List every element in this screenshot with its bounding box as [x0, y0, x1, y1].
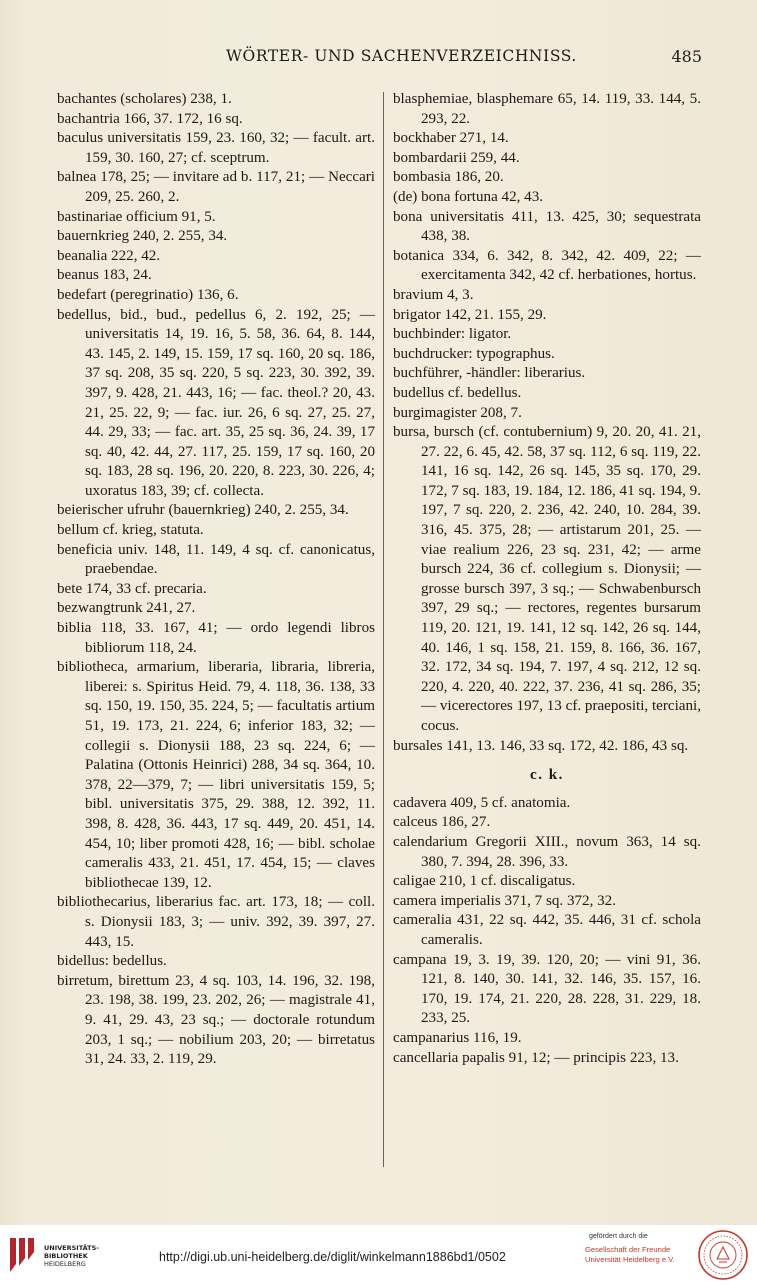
index-entry: bursa, bursch (cf. contubernium) 9, 20. 20, 41. 21, 27. 22, 6. 45, 42. 58, 37 sq. 112, 6 sq. 119, 22. 141, 16 sq. 142, 26 sq. 145, 35 sq. 170, 29. 172, 7 sq. 183, 19. 184, 12. 186, 41 sq. 194, 9. 197, 7 sq. 220, 2. 236, 42. 240, 10. 284, 39. 316, 45. 375, 28; — artistarum 201, 25. — viae realium 226, 23 sq. 231, 42; — arme bursch 224, 36 cf. collegium s. Dionysii; — grosse bursch 397, 3 sq.; — Schwabenbursch 397, 29 sq.; — rectores, regentes bursarum 119, 20. 121, 19. 141, 12 sq. 142, 26 sq. 144, 40. 146, 1 sq. 158, 21. 159, 8. 166, 36. 167, 32. 172, 34 sq. 194, 7. 197, 4 sq. 212, 12 sq. 220, 4. 220, 40. 222, 37. 236, 41 sq. 286, 35; — vicerectores 197, 13 cf. praepositi, terciani, cocus.: [393, 424, 701, 734]
index-entry: cancellaria papalis 91, 12; — principis 223, 13.: [393, 1049, 679, 1066]
index-entry: beanalia 222, 42.: [57, 247, 161, 264]
index-entry: birretum, birettum 23, 4 sq. 103, 14. 196, 32. 198, 23. 198, 38. 199, 23. 202, 26; — magistrale 41, 9. 41, 29. 43, 23 sq.; — doctorale rotundum 203, 1 sq.; — nobilium 203, 20; — birretatus 31, 24. 33, 2. 119, 29.: [57, 972, 375, 1068]
index-entry: botanica 334, 6. 342, 8. 342, 42. 409, 22; — exercitamenta 342, 42 cf. herbationes, hortus.: [393, 247, 701, 284]
sponsor-block: [585, 1233, 675, 1265]
permalink-url[interactable]: http://digi.ub.uni-heidelberg.de/diglit/winkelmann1886bd1/0502: [159, 1250, 506, 1264]
university-library-logo-icon: [6, 1234, 36, 1276]
index-entry: bastinariae officium 91, 5.: [57, 208, 216, 225]
index-entry: budellus cf. bedellus.: [393, 384, 522, 401]
library-name-line: BIBLIOTHEK: [44, 1252, 88, 1260]
index-entry: bombasia 186, 20.: [393, 169, 504, 186]
index-entry: brigator 142, 21. 155, 29.: [393, 306, 547, 323]
index-entry: bravium 4, 3.: [393, 286, 474, 303]
index-entry: calceus 186, 27.: [393, 814, 491, 831]
index-entry: beanus 183, 24.: [57, 267, 152, 284]
university-seal-icon: [697, 1229, 749, 1281]
index-entry: buchführer, -händler: liberarius.: [393, 365, 586, 382]
index-entry: calendarium Gregorii XIII., novum 363, 14 sq. 380, 7. 394, 28. 396, 33.: [393, 833, 701, 870]
index-entry: buchdrucker: typographus.: [393, 345, 555, 362]
index-entry: campanarius 116, 19.: [393, 1029, 522, 1046]
running-head: WÖRTER- UND SACHENVERZEICHNISS.: [226, 47, 577, 65]
index-entry: bursales 141, 13. 146, 33 sq. 172, 42. 186, 43 sq.: [393, 737, 689, 754]
index-entry: baculus universitatis 159, 23. 160, 32; — facult. art. 159, 30. 160, 27; cf. sceptrum.: [57, 130, 375, 166]
index-entry: bellum cf. krieg, statuta.: [57, 522, 204, 539]
column-divider: [383, 92, 384, 1167]
index-entry: cadavera 409, 5 cf. anatomia.: [393, 794, 571, 811]
index-entry: bona universitatis 411, 13. 425, 30; sequestrata 438, 38.: [393, 208, 701, 245]
index-entry: bachantria 166, 37. 172, 16 sq.: [57, 110, 243, 127]
library-name: [44, 1244, 99, 1268]
index-entry: blasphemiae, blasphemare 65, 14. 119, 33. 144, 5. 293, 22.: [393, 91, 701, 127]
index-entry: balnea 178, 25; — invitare ad b. 117, 21; — Neccari 209, 25. 260, 2.: [57, 169, 375, 205]
index-column-right: [393, 90, 701, 1068]
index-entry: bombardarii 259, 44.: [393, 149, 520, 166]
index-entry: camera imperialis 371, 7 sq. 372, 32.: [393, 892, 617, 909]
index-entry: (de) bona fortuna 42, 43.: [393, 188, 544, 205]
section-heading: c. k.: [530, 767, 564, 784]
index-entry: beierischer ufruhr (bauernkrieg) 240, 2. 255, 34.: [57, 502, 349, 519]
page-header: [0, 47, 757, 71]
library-name-line: HEIDELBERG: [44, 1260, 86, 1268]
index-entry: bibliothecarius, liberarius fac. art. 173, 18; — coll. s. Dionysii 183, 3; — univ. 392, 39. 397, 27. 443, 15.: [57, 894, 375, 950]
index-entry: bezwangtrunk 241, 27.: [57, 600, 196, 617]
index-entry: burgimagister 208, 7.: [393, 404, 522, 421]
index-entry: caligae 210, 1 cf. discaligatus.: [393, 873, 576, 890]
sponsor-name: Gesellschaft der Freunde: [585, 1245, 671, 1254]
index-entry: bidellus: bedellus.: [57, 953, 167, 970]
index-entry: buchbinder: ligator.: [393, 326, 512, 343]
index-entry: bockhaber 271, 14.: [393, 130, 509, 147]
index-entry: bedefart (peregrinatio) 136, 6.: [57, 286, 239, 303]
index-column-left: [57, 90, 375, 1070]
page-number: 485: [671, 47, 702, 66]
library-name-line: UNIVERSITÄTS-: [44, 1244, 99, 1252]
index-entry: cameralia 431, 22 sq. 442, 35. 446, 31 cf. schola cameralis.: [393, 912, 701, 948]
index-entry: biblia 118, 33. 167, 41; — ordo legendi libros bibliorum 118, 24.: [57, 620, 375, 656]
index-entry: bauernkrieg 240, 2. 255, 34.: [57, 228, 228, 245]
index-entry: bachantes (scholares) 238, 1.: [57, 91, 232, 107]
index-entry: bibliotheca, armarium, liberaria, libraria, libreria, liberei: s. Spiritus Heid. 79, 4. 118, 36. 138, 33 sq. 150, 19. 150, 35. 224, 5; — facultatis artium 51, 19. 173, 21. 224, 6; inferior 183, 32; — collegii s. Dionysii 188, 23 sq. 224, 6; — Palatina (Ottonis Heinrici) 288, 34 sq. 364, 10. 378, 22—379, 7; — libri universitatis 159, 5; bibl. universitatis 375, 29. 388, 12. 392, 11. 398, 8. 428, 36. 443, 17 sq. 449, 20. 451, 14. 454, 10; liber promoti 428, 16; — bibl. scholae cameralis 433, 21. 451, 17. 454, 15; — claves bibliothecae 139, 12.: [57, 659, 375, 891]
index-entry: campana 19, 3. 19, 39. 120, 20; — vini 91, 36. 121, 8. 140, 30. 141, 32. 146, 35. 157, 16. 170, 19. 174, 21. 220, 28. 228, 31. 229, 18. 233, 25.: [393, 951, 701, 1027]
index-entry: bete 174, 33 cf. precaria.: [57, 580, 207, 597]
sponsor-name: Universität Heidelberg e.V.: [585, 1255, 675, 1264]
sponsor-by: gefördert durch die: [589, 1233, 648, 1240]
index-entry: bedellus, bid., bud., pedellus 6, 2. 192, 25; — universitatis 14, 19. 16, 5. 58, 36. 64, 8. 144, 43. 145, 2. 149, 15. 159, 17 sq. 160, 20 sq. 186, 37 sq. 208, 35 sq. 220, 5 sq. 223, 30. 392, 39. 397, 9. 428, 21. 443, 16; — fac. theol.? 20, 43. 21, 25. 22, 9; — fac. iur. 26, 6 sq. 27, 25. 27, 44. 29, 33; — fac. art. 35, 25 sq. 36, 24. 39, 17 sq. 40, 42. 44, 27. 117, 25. 159, 17 sq. 160, 20 sq. 183, 28 sq. 196, 20. 220, 8. 223, 30. 226, 4; uxoratus 183, 39; cf. collecta.: [57, 306, 375, 499]
index-entry: beneficia univ. 148, 11. 149, 4 sq. cf. canonicatus, praebendae.: [57, 541, 375, 578]
digitization-footer: [0, 1225, 757, 1285]
